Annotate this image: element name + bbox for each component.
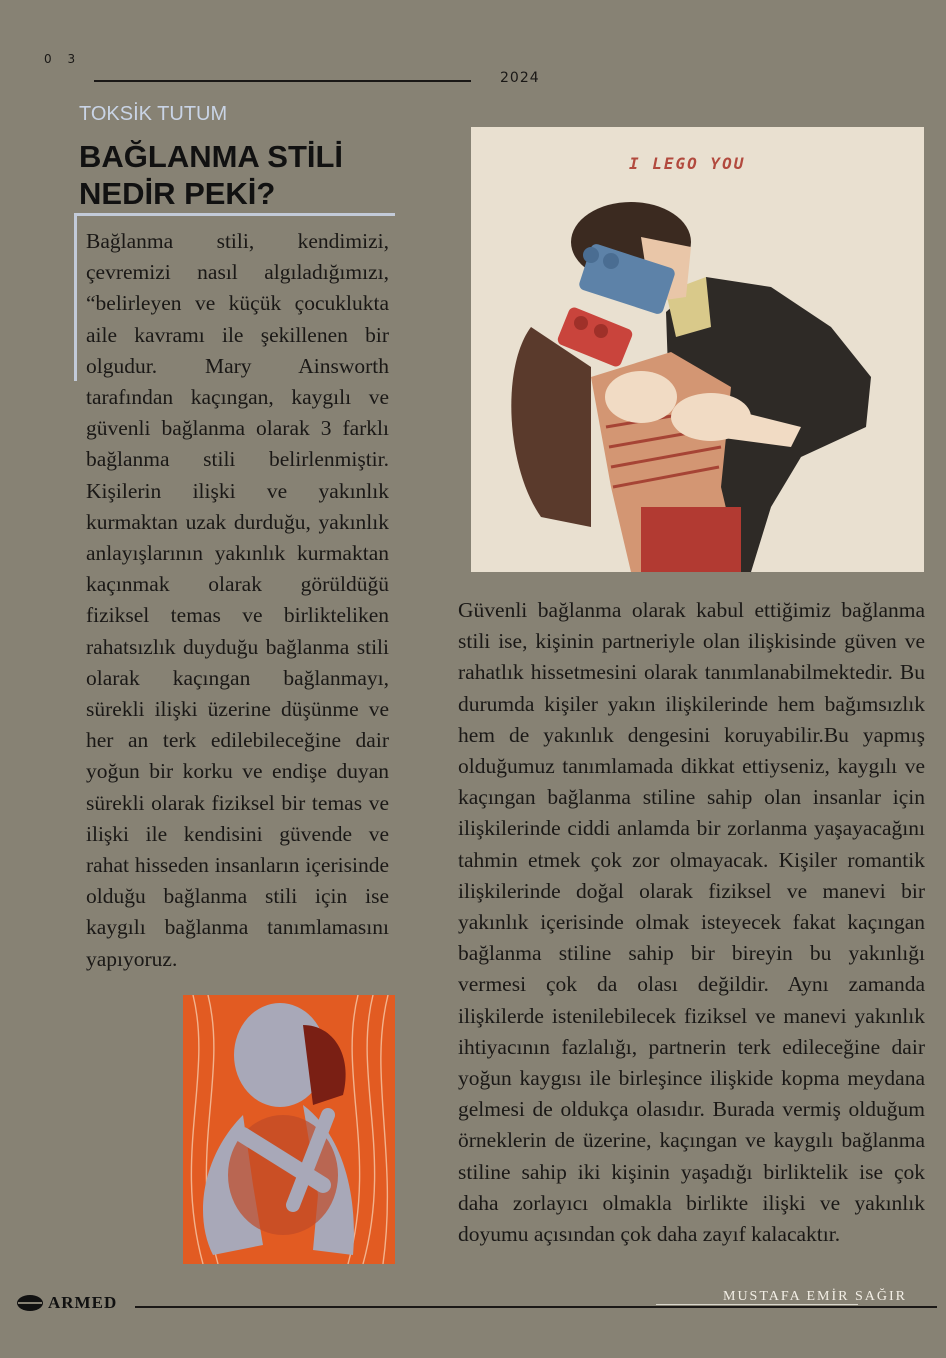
orange-artwork [183,995,395,1264]
author-name: MUSTAFA EMİR SAĞIR [723,1289,907,1304]
article-title: BAĞLANMA STİLİ NEDİR PEKİ? [79,139,344,211]
left-column-text: Bağlanma stili, kendimizi, çevremizi nasıl algıladığımızı, “belirleyen ve küçük çocuklukta aile kavramı ile şekillenen bir olgudur. Mary Ainsworth tarafından kaçıngan, kaygılı ve güvenli bağlanma olarak 3 farklı bağlanma stili belirlenmiştir. Kişilerin ilişki ve yakınlık kurmaktan uzak durduğu, yakınlık anlayışlarının yakınlık kurmaktan kaçınmak olarak görüldüğü fiziksel temas ve birlikteliken rahatsızlık duyduğu bağlanma stili olarak kaçıngan bağlanmayı, sürekli ilişki üzerine düşünme ve her an terk edilebileceğine dair yoğun bir korku ve endişe duyan sürekli olarak fiziksel bir temas ve ilişki ile kendisini güvende ve rahat hisseden insanların içerisinde olduğu bağlanma stili için ise kaygılı bağlanma tanımlamasını yapıyoruz. [86,229,389,971]
logo-text: ARMED [48,1293,118,1312]
hugging-figure-artwork [183,995,395,1264]
logo-mark-icon [16,1293,44,1313]
issue-year: 2024 [500,70,540,86]
page-number: 0 3 [44,52,82,66]
quote-bracket-top [74,213,395,216]
header-rule [94,80,471,82]
right-column-text: Güvenli bağlanma olarak kabul ettiğimiz bağlanma stili ise, kişinin partneriyle olan ilişkisinde güven ve rahatlık hissetmesini olarak tanımlanabilmektedir. Bu durumda kişiler yakın ilişkilerinde hem bağımsızlık hem de yakınlık dengesini koruyabilir.Bu yapmış olduğumuz tanımlamada dikkat ettiyseniz, kaygılı ve kaçıngan bağlanma stiline sahip olan insanlar için ilişkilerinde ciddi anlamda bir zorlanma yaşayacağını tahmin etmek çok zor olmayacak. Kişiler romantik ilişkilerinde doğal olarak fiziksel ve manevi bir yakınlık içerisinde olmak isteyecek fakat kaçıngan bağlanma stiline sahip bir bireyin bu yakınlığı vermesi çok da olası değildir. Aynı zamanda ilişkilerde istenilebilecek fiziksel ve manevi yakınlık ihtiyacının fazlalığı, partnerin terk edileceğine dair yoğun kaygısı ile birleşince ilişkide kopma meydana gelmesi de oldukça olasıdır. Burada vermiş olduğum örneklerin de üzerine, kaçıngan ve kaygılı bağlanma stiline sahip iki kişinin yaşadığı birliktelik ise çok daha zorlayıcı olmakla birlikte ilişki ve yakınlık doyumu açısından çok daha zayıf kalacaktır. [458,598,925,1247]
footer-rule [135,1306,937,1308]
magazine-logo [16,1293,117,1313]
section-kicker: TOKSİK TUTUM [79,103,228,125]
quote-bracket-left [74,213,77,381]
lego-caption: I LEGO YOU [629,154,746,173]
lego-couple-illustration [471,127,924,572]
lego-couple-artwork [471,127,924,572]
